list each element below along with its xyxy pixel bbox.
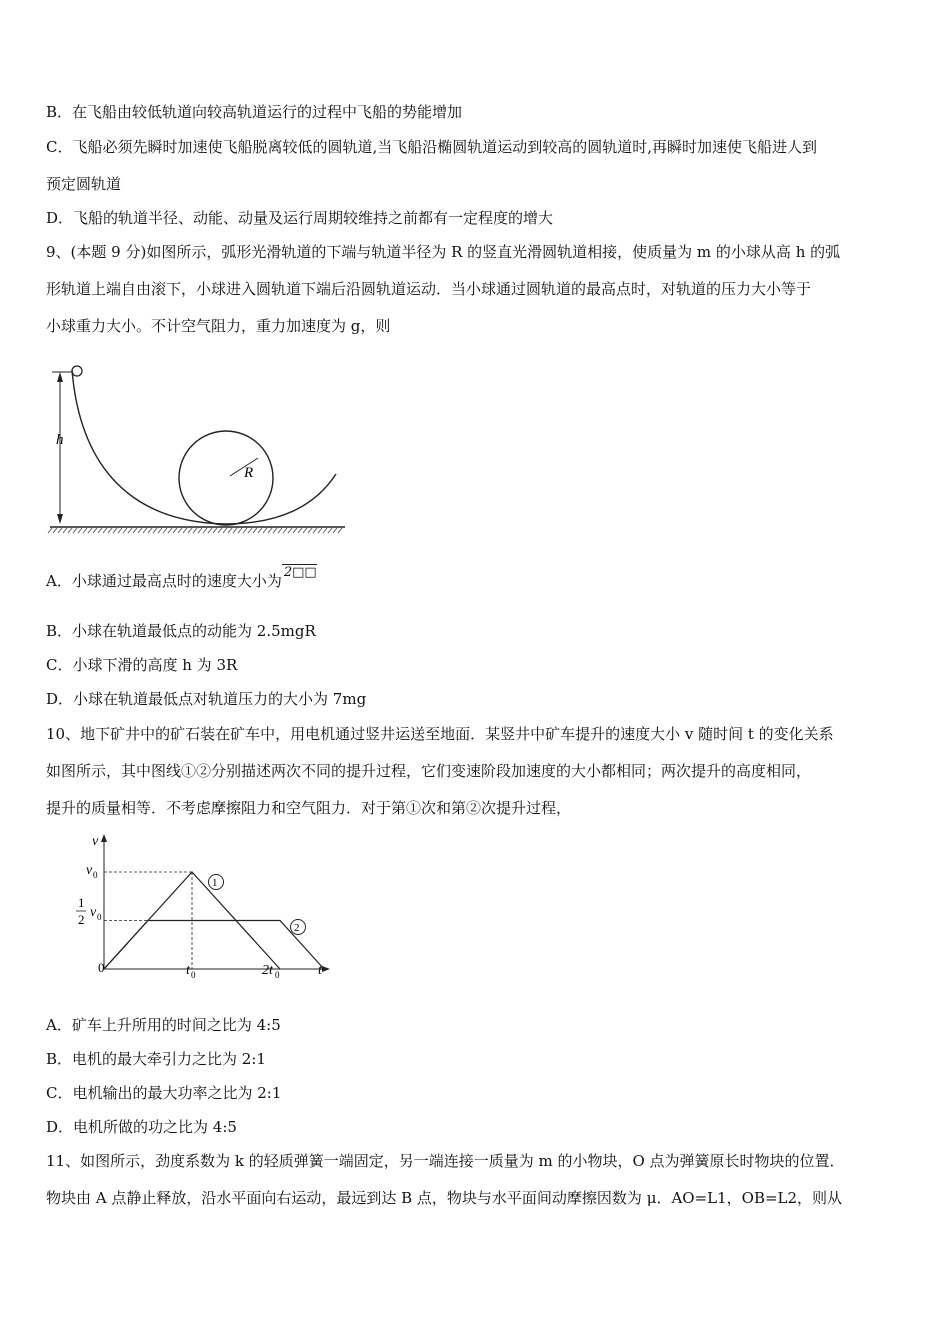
- hatch-mark: [263, 528, 267, 533]
- hatch-mark: [203, 528, 207, 533]
- tick-origin: 0: [98, 960, 105, 975]
- hatch-mark: [278, 528, 282, 533]
- hatch-mark: [318, 528, 322, 533]
- hatch-mark: [233, 528, 237, 533]
- q8-option-c-line1: C．飞船必须先瞬时加速使飞船脱离较低的圆轨道,当飞船沿椭圆轨道运动到较高的圆轨道时,再瞬时加速使飞船进人到: [46, 138, 818, 156]
- q8-option-b: B．在飞船由较低轨道向较高轨道运行的过程中飞船的势能增加: [46, 103, 463, 121]
- hatch-mark: [188, 528, 192, 533]
- hatch-mark: [153, 528, 157, 533]
- tick-half-num: 1: [78, 895, 85, 910]
- hatch-mark: [133, 528, 137, 533]
- hatch-mark: [83, 528, 87, 533]
- hatch-mark: [123, 528, 127, 533]
- hatch-mark: [108, 528, 112, 533]
- tick-2t0-sub: 0: [275, 970, 280, 980]
- h-label: h: [56, 432, 64, 448]
- tick-v0-sub: 0: [93, 870, 98, 880]
- q9-stem-line2: 形轨道上端自由滚下，小球进入圆轨道下端后沿圆轨道运动．当小球通过圆轨道的最高点时，对轨道的压力大小等于: [46, 280, 812, 298]
- q10-option-c: C．电机输出的最大功率之比为 2:1: [46, 1084, 282, 1102]
- y-axis-label: v: [92, 834, 99, 849]
- ball: [72, 366, 82, 376]
- hatch-mark: [113, 528, 117, 533]
- circular-track: [179, 431, 273, 525]
- hatch-mark: [323, 528, 327, 533]
- hatch-mark: [253, 528, 257, 533]
- q10-stem-line2: 如图所示，其中图线①②分别描述两次不同的提升过程，它们变速阶段加速度的大小都相同；两次提升的高度相同，: [46, 762, 812, 780]
- hatch-mark: [118, 528, 122, 533]
- q9-stem-line1: 9、(本题 9 分)如图所示，弧形光滑轨道的下端与轨道半径为 R 的竖直光滑圆轨道相接，使质量为 m 的小球从高 h 的弧: [46, 243, 841, 261]
- q11-stem-line2: 物块由 A 点静止释放，沿水平面向右运动，最远到达 B 点，物块与水平面间动摩擦因数为 μ．AO=L1，OB=L2，则从: [46, 1189, 843, 1207]
- hatch-mark: [293, 528, 297, 533]
- hatch-mark: [238, 528, 242, 533]
- hatch-mark: [88, 528, 92, 533]
- hatch-mark: [283, 528, 287, 533]
- q9-option-a-text: A．小球通过最高点时的速度大小为: [46, 572, 282, 590]
- h-arrow-head-down: [57, 514, 63, 524]
- hatch-mark: [198, 528, 202, 533]
- hatch-mark: [178, 528, 182, 533]
- q9-stem-line3: 小球重力大小。不计空气阻力，重力加速度为 g，则: [46, 317, 391, 335]
- q9-option-d: D．小球在轨道最低点对轨道压力的大小为 7mg: [46, 690, 367, 708]
- q10-option-a: A．矿车上升所用的时间之比为 4:5: [46, 1016, 281, 1034]
- ground-hatch: [48, 528, 342, 533]
- q9-option-b: B．小球在轨道最低点的动能为 2.5mgR: [46, 622, 316, 640]
- tick-t0: t: [186, 963, 190, 978]
- hatch-mark: [163, 528, 167, 533]
- hatch-mark: [183, 528, 187, 533]
- hatch-mark: [48, 528, 52, 533]
- sqrt-expression: 2□□: [283, 565, 317, 580]
- q10-option-b: B．电机的最大牵引力之比为 2:1: [46, 1050, 266, 1068]
- hatch-mark: [93, 528, 97, 533]
- hatch-mark: [333, 528, 337, 533]
- arc-track: [72, 370, 336, 524]
- x-axis-label: t: [318, 963, 322, 978]
- hatch-mark: [208, 528, 212, 533]
- q10-option-d: D．电机所做的功之比为 4:5: [46, 1118, 237, 1136]
- hatch-mark: [148, 528, 152, 533]
- hatch-mark: [303, 528, 307, 533]
- hatch-mark: [63, 528, 67, 533]
- hatch-mark: [98, 528, 102, 533]
- r-label: R: [244, 465, 254, 481]
- series-1-marker-label: 1: [212, 877, 218, 889]
- hatch-mark: [173, 528, 177, 533]
- y-axis-arrow: [101, 834, 107, 842]
- hatch-mark: [228, 528, 232, 533]
- hatch-mark: [258, 528, 262, 533]
- q10-vt-chart: [46, 828, 346, 988]
- hatch-mark: [73, 528, 77, 533]
- hatch-mark: [268, 528, 272, 533]
- hatch-mark: [308, 528, 312, 533]
- hatch-mark: [138, 528, 142, 533]
- hatch-mark: [168, 528, 172, 533]
- hatch-mark: [223, 528, 227, 533]
- tick-t0-sub: 0: [191, 970, 196, 980]
- tick-2t0: 2t: [262, 963, 273, 978]
- hatch-mark: [68, 528, 72, 533]
- q9-option-a: [46, 565, 317, 593]
- hatch-mark: [218, 528, 222, 533]
- tick-half-den: 2: [78, 912, 85, 927]
- q9-option-c: C．小球下滑的高度 h 为 3R: [46, 656, 238, 674]
- hatch-mark: [338, 528, 342, 533]
- hatch-mark: [288, 528, 292, 533]
- q11-stem-line1: 11、如图所示，劲度系数为 k 的轻质弹簧一端固定，另一端连接一质量为 m 的小物块，O 点为弹簧原长时物块的位置．: [46, 1152, 845, 1170]
- hatch-mark: [143, 528, 147, 533]
- hatch-mark: [193, 528, 197, 533]
- hatch-mark: [313, 528, 317, 533]
- tick-half-v: v: [90, 905, 97, 920]
- tick-v0: v: [86, 863, 93, 878]
- q8-option-c-line2: 预定圆轨道: [46, 175, 122, 193]
- hatch-mark: [128, 528, 132, 533]
- h-arrow-head-up: [57, 372, 63, 382]
- q10-stem-line3: 提升的质量相等．不考虑摩擦阻力和空气阻力．对于第①次和第②次提升过程，: [46, 799, 572, 817]
- hatch-mark: [328, 528, 332, 533]
- hatch-mark: [53, 528, 57, 533]
- tick-half-v-sub: 0: [97, 912, 102, 922]
- q8-option-d: D．飞船的轨道半径、动能、动量及运行周期较维持之前都有一定程度的增大: [46, 209, 554, 227]
- q10-stem-line1: 10、地下矿井中的矿石装在矿车中，用电机通过竖井运送至地面．某竖井中矿车提升的速度大小 v 随时间 t 的变化关系: [46, 725, 834, 743]
- hatch-mark: [58, 528, 62, 533]
- hatch-mark: [273, 528, 277, 533]
- series-2-marker-label: 2: [294, 922, 300, 934]
- q9-track-figure: [40, 356, 360, 546]
- hatch-mark: [298, 528, 302, 533]
- hatch-mark: [243, 528, 247, 533]
- hatch-mark: [78, 528, 82, 533]
- hatch-mark: [103, 528, 107, 533]
- hatch-mark: [213, 528, 217, 533]
- hatch-mark: [158, 528, 162, 533]
- hatch-mark: [248, 528, 252, 533]
